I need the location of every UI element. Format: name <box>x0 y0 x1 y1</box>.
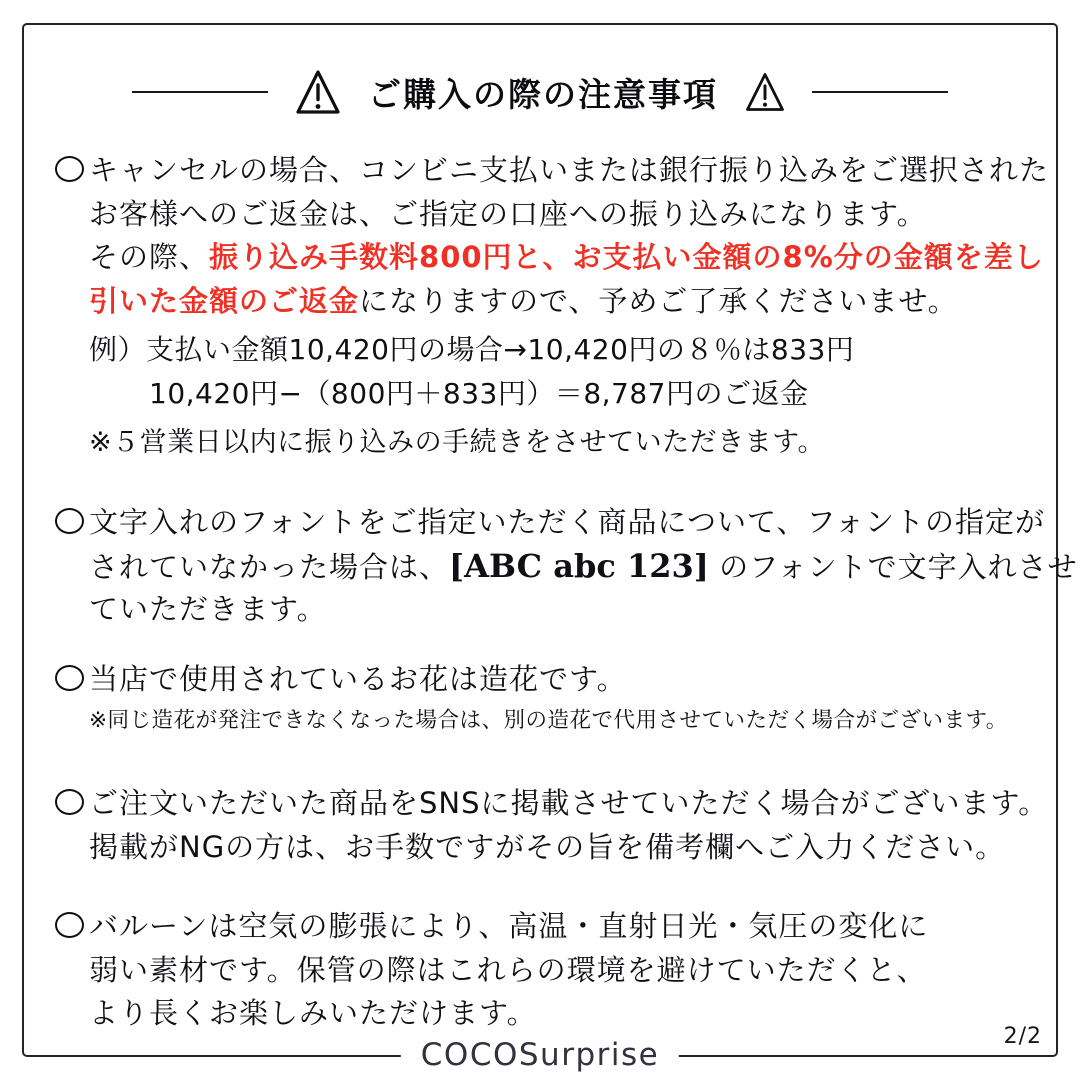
notice-sns-posting <box>55 782 1049 869</box>
balloon-line1: バルーンは空気の膨張により、高温・直射日光・気圧の変化に <box>89 909 929 943</box>
cancel-line4 <box>89 280 1030 324</box>
font-line2-pre: されていなかった場合は、 <box>89 549 450 584</box>
sns-line1: ご注文いただいた商品をSNSに掲載させていただく場合がございます。 <box>89 786 1049 820</box>
font-line2-post: のフォントで文字入れさせ <box>708 549 1078 584</box>
page-number: 2/2 <box>1003 1024 1042 1049</box>
notice-artificial-flowers <box>55 658 1030 737</box>
font-sample-text: [ABC abc 123] <box>449 546 709 585</box>
example-line2: 10,420円−（800円＋833円）＝8,787円のご返金 <box>149 376 809 410</box>
flowers-line1: 当店で使用されているお花は造花です。 <box>89 661 627 696</box>
warning-icon-right <box>744 69 786 115</box>
sns-line2: 掲載がNGの方は、お手数ですがその旨を備考欄へご入力ください。 <box>89 829 1006 864</box>
font-line3: ていただきます。 <box>89 592 327 626</box>
refund-processing-note: ※５営業日以内に振り込みの手続きをさせていただきます。 <box>89 427 825 458</box>
title-rule-right <box>812 91 948 94</box>
notice-list <box>55 149 1078 1036</box>
example-line1: 例）支払い金額10,420円の場合→10,420円の８％は833円 <box>89 333 855 366</box>
cancel-line1: キャンセルの場合、コンビニ支払いまたは銀行振り込みをご選択された <box>89 153 1050 187</box>
bullet-circle-icon <box>55 508 84 534</box>
font-line2 <box>89 545 1078 589</box>
refund-calculation-example <box>89 328 1030 415</box>
balloon-line3: より長くお楽しみいただけます。 <box>89 996 537 1030</box>
bullet-circle-icon <box>55 156 84 182</box>
cancel-line2: お客様へのご返金は、ご指定の口座への振り込みになります。 <box>89 196 927 231</box>
balloon-line2: 弱い素材です。保管の際はこれらの環境を避けていただくと、 <box>89 952 927 987</box>
notice-balloon-care <box>55 905 1030 1036</box>
notice-font-default <box>55 501 1078 632</box>
brand-logo: COCOSurprise <box>401 1034 679 1076</box>
warning-icon-left <box>294 67 342 117</box>
title-rule-left <box>132 91 268 94</box>
bullet-circle-icon <box>55 789 84 815</box>
page-border-frame <box>22 23 1078 1057</box>
bullet-circle-icon <box>55 665 84 691</box>
header <box>24 67 1056 117</box>
cancel-line3 <box>89 236 1044 280</box>
bullet-circle-icon <box>55 912 84 938</box>
page-title: ご購入の際の注意事項 <box>368 74 718 114</box>
notice-cancel-refund <box>55 149 1050 461</box>
flowers-substitute-note: ※同じ造花が発注できなくなった場合は、別の造花で代用させていただく場合がございます。 <box>89 708 1008 733</box>
cancel-line3-fee-highlight: 振り込み手数料800円と、お支払い金額の8%分の金額を差し <box>209 240 1044 274</box>
font-line1: 文字入れのフォントをご指定いただく商品について、フォントの指定が <box>89 505 1045 539</box>
cancel-line3-plain: その際、 <box>89 240 210 274</box>
cancel-line4-fee-highlight: 引いた金額のご返金 <box>89 283 360 318</box>
cancel-line4-plain: になりますので、予めご了承くださいませ。 <box>359 283 958 318</box>
